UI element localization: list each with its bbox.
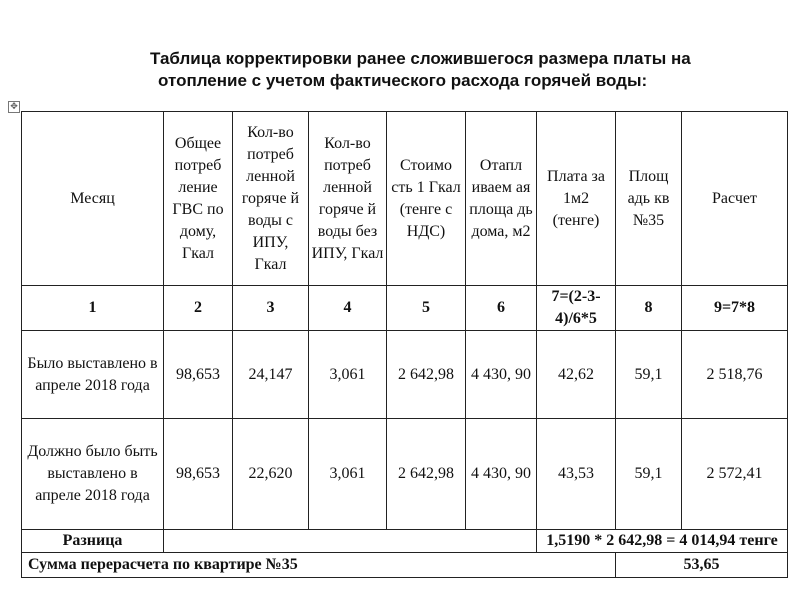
header-cell: Кол-во потреб ленной горяче й воды без ИПУ, Гкал (309, 112, 387, 286)
sum-label: Сумма перерасчета по квартире №35 (22, 553, 616, 578)
table-cell: 4 430, 90 (466, 419, 537, 530)
table-cell: 2 518,76 (682, 331, 788, 419)
document-title (150, 48, 750, 92)
table-row (22, 331, 788, 419)
title-line-1: Таблица корректировки ранее сложившегося размера платы на (150, 49, 691, 68)
table-cell: 2 642,98 (387, 331, 466, 419)
header-row (22, 112, 788, 286)
table-cell: 3,061 (309, 419, 387, 530)
sum-value: 53,65 (616, 553, 788, 578)
table-cell: 43,53 (537, 419, 616, 530)
column-number: 3 (233, 286, 309, 331)
table-cell: 24,147 (233, 331, 309, 419)
title-line-2: отопление с учетом фактического расхода горячей воды: (158, 71, 648, 90)
header-cell: Стоимо сть 1 Гкал (тенге с НДС) (387, 112, 466, 286)
table-cell: 42,62 (537, 331, 616, 419)
header-cell: Площ адь кв №35 (616, 112, 682, 286)
column-number-row (22, 286, 788, 331)
table-cell: Было выставлено в апреле 2018 года (22, 331, 164, 419)
sum-row (22, 553, 788, 578)
table-cell: 3,061 (309, 331, 387, 419)
table-cell: Должно было быть выставлено в апреле 2018 года (22, 419, 164, 530)
header-cell: Общее потреб ление ГВС по дому, Гкал (164, 112, 233, 286)
difference-value: 1,5190 * 2 642,98 = 4 014,94 тенге (537, 530, 788, 553)
table-cell: 98,653 (164, 331, 233, 419)
table-cell: 2 572,41 (682, 419, 788, 530)
table-cell: 2 642,98 (387, 419, 466, 530)
column-number: 8 (616, 286, 682, 331)
difference-label: Разница (22, 530, 164, 553)
column-number: 9=7*8 (682, 286, 788, 331)
table-move-handle-icon[interactable]: ✥ (8, 101, 20, 113)
header-cell: Расчет (682, 112, 788, 286)
table-cell: 59,1 (616, 419, 682, 530)
correction-table (21, 111, 788, 578)
column-number: 7=(2-3-4)/6*5 (537, 286, 616, 331)
column-number: 6 (466, 286, 537, 331)
column-number: 2 (164, 286, 233, 331)
table-cell: 59,1 (616, 331, 682, 419)
header-cell: Отапл иваем ая площа дь дома, м2 (466, 112, 537, 286)
header-cell: Плата за 1м2 (тенге) (537, 112, 616, 286)
header-cell: Кол-во потреб ленной горяче й воды с ИПУ, Гкал (233, 112, 309, 286)
header-cell: Месяц (22, 112, 164, 286)
difference-row (22, 530, 788, 553)
table-cell: 4 430, 90 (466, 331, 537, 419)
table-row (22, 419, 788, 530)
column-number: 4 (309, 286, 387, 331)
table-cell: 98,653 (164, 419, 233, 530)
difference-spacer (164, 530, 537, 553)
column-number: 5 (387, 286, 466, 331)
table-cell: 22,620 (233, 419, 309, 530)
column-number: 1 (22, 286, 164, 331)
